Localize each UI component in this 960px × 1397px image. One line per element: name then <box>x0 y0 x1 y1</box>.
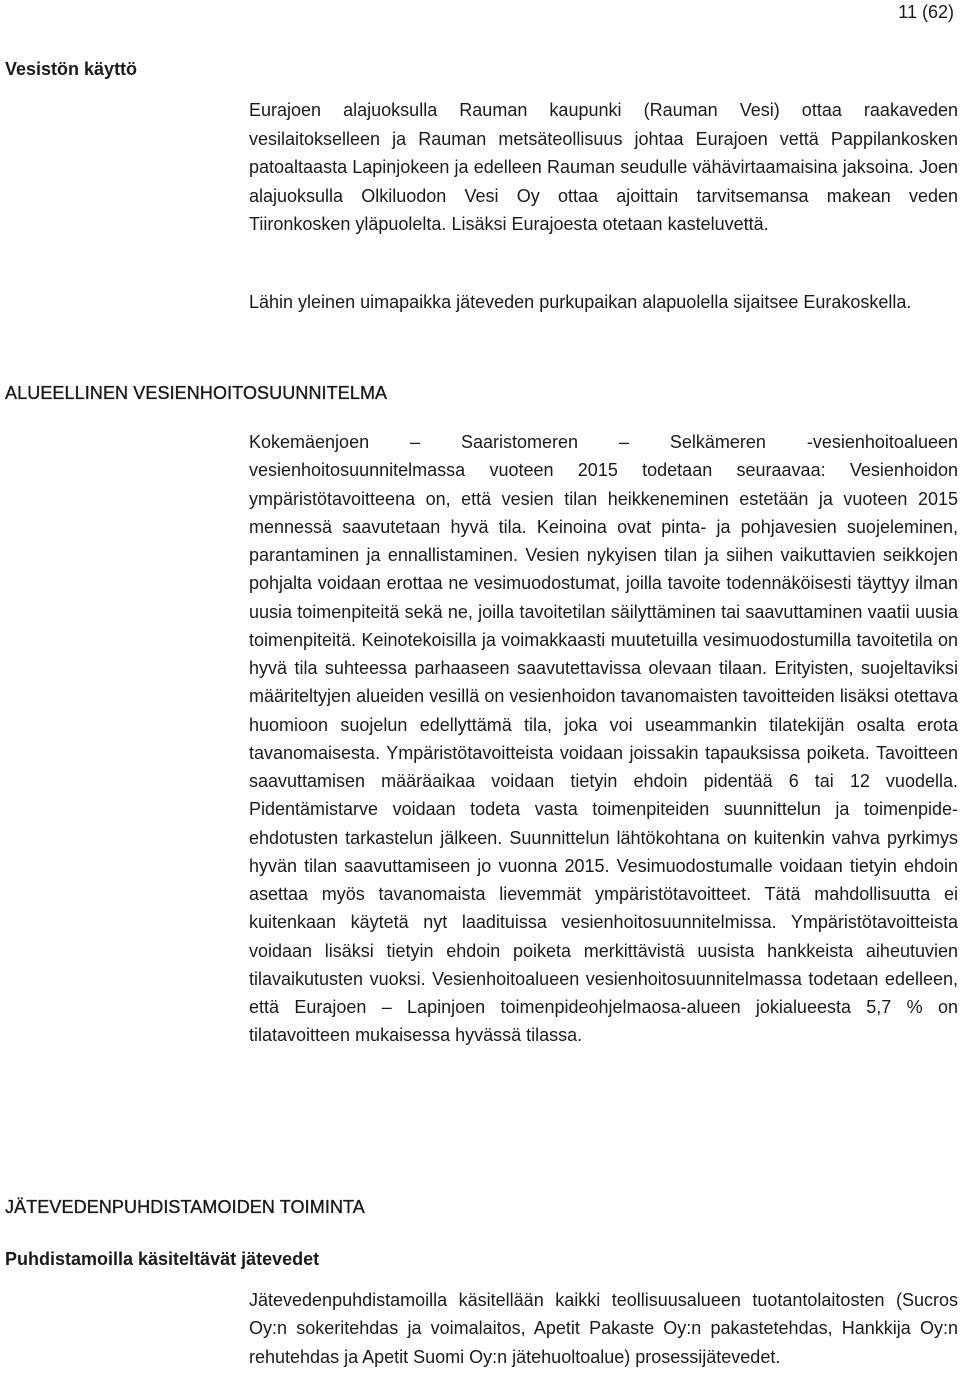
page-number: 11 (62) <box>898 2 954 22</box>
paragraph-vesiston-kaytto-2: Lähin yleinen uimapaikka jäteveden purkupaikan alapuolella sijaitsee Eurakoskella. <box>249 292 912 312</box>
paragraph-vesienhoitosuunnitelma: Kokemäenjoen – Saaristomeren – Selkämeren -vesienhoitoalueen vesienhoitosuunnitelmassa vuoteen 2015 todetaan seuraavaa: Vesienhoidon ympäristötavoitteena on, että vesien tilan heikkeneminen estetään ja vuoteen 2015 mennessä saavutetaan hyvä tila. Keinoina ovat pinta- ja pohjavesien suojeleminen, parantaminen ja ennallistaminen. Vesien nykyisen tilan ja siihen vaikuttavien seikkojen pohjalta voidaan erottaa ne vesimuodostumat, joilla tavoite todennäköisesti täyttyy ilman uusia toimenpiteitä sekä ne, joilla tavoitetilan säilyttäminen tai saavuttaminen vaatii uusia toimenpiteitä. Keinotekoisilla ja voimakkaasti muutetuilla vesimuodostumilla tavoitetila on hyvä tila suhteessa parhaaseen saavutettavissa olevaan tilaan. Erityisten, suojeltaviksi määriteltyjen alueiden vesillä on vesienhoidon tavanomaisten tavoitteiden lisäksi otettava huomioon suojelun edellyttämä tila, joka voi useammankin tilatekijän osalta erota tavanomaisesta. Ympäristötavoitteista voidaan joissakin tapauksissa poiketa. Tavoitteen saavuttamisen määräaikaa voidaan tietyin ehdoin pidentää 6 tai 12 vuodella. Pidentämistarve voidaan todeta vasta toimenpiteiden suunnittelun ja toimenpide-ehdotusten tarkastelun jälkeen. Suunnittelun lähtökohtana on kuitenkin vahva pyrkimys hyvän tilan saavuttamiseen jo vuonna 2015. Vesimuodostumalle voidaan tietyin ehdoin asettaa myös tavanomaista lievemmät ympäristötavoitteet. Tätä mahdollisuutta ei kuitenkaan käytetä nyt laadituissa vesienhoitosuunnitelmissa. Ympäristötavoitteista voidaan lisäksi tietyin ehdoin poiketa merkittävistä uusista hankkeista aiheutuvien tilavaikutusten vuoksi. Vesienhoitoalueen vesienhoitosuunnitelmassa todetaan edelleen, että Eurajoen – Lapinjoen toimenpideohjelmaosa-alueen jokialueesta 5,7 % on tilatavoitteen mukaisessa hyvässä tilassa. <box>249 432 958 1046</box>
paragraph-vesiston-kaytto-1: Eurajoen alajuoksulla Rauman kaupunki (Rauman Vesi) ottaa raakaveden vesilaitokselleen ja Rauman metsäteollisuus johtaa Eurajoen vettä Pappilankosken patoaltaasta Lapinjokeen ja edelleen Rauman seudulle vähävirtaamaisina jaksoina. Joen alajuoksulla Olkiluodon Vesi Oy ottaa ajoittain tarvitsemansa makean veden Tiironkosken yläpuolelta. Lisäksi Eurajoesta otetaan kasteluvettä. <box>249 100 958 234</box>
section-heading-vesiston-kaytto: Vesistön käyttö <box>5 59 138 79</box>
section-heading-jatevedenpuhdistamot: JÄTEVEDENPUHDISTAMOIDEN TOIMINTA <box>5 1197 365 1217</box>
paragraph-jatevedenpuhdistamot: Jätevedenpuhdistamoilla käsitellään kaikki teollisuusalueen tuotantolaitosten (Sucros Oy:n sokeritehdas ja voimalaitos, Apetit Pakaste Oy:n pakastetehdas, Hankkija Oy:n rehutehdas ja Apetit Suomi Oy:n jätehuoltoalue) prosessijätevedet. <box>249 1290 958 1367</box>
subheading-kasiteltavat-jatevedet: Puhdistamoilla käsiteltävät jätevedet <box>5 1249 320 1269</box>
section-heading-vesienhoitosuunnitelma: ALUEELLINEN VESIENHOITOSUUNNITELMA <box>5 383 388 403</box>
